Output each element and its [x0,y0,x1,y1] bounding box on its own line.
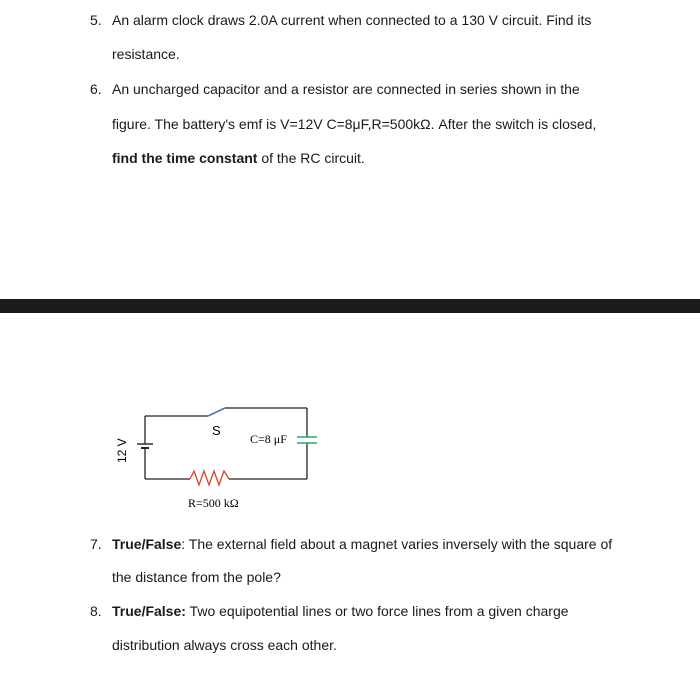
page-divider [0,299,700,313]
question-text-line: distribution always cross each other. [112,637,337,653]
capacitor-label: C=8 μF [250,432,287,446]
question-text-line [112,536,612,552]
plain-text: of the RC circuit. [257,150,365,166]
emphasis-text: find the time constant [112,150,258,166]
true-false-label: True/False [112,536,182,552]
question-number: 5. [90,12,102,28]
question-text-line [112,150,365,166]
switch-blade [208,408,225,416]
question-number: 6. [90,81,102,97]
rc-circuit-figure [110,395,340,515]
plain-text: Two equipotential lines or two force lines from a given charge [185,603,569,619]
question-number: 8. [90,603,102,619]
switch-label: S [212,423,221,438]
resistor-zigzag [190,471,229,485]
question-text-line: An uncharged capacitor and a resistor are connected in series shown in the [112,81,580,97]
question-number: 7. [90,536,102,552]
question-text-line: resistance. [112,46,180,62]
question-text-line: the distance from the pole? [112,569,281,585]
question-text-line: An alarm clock draws 2.0A current when connected to a 130 V circuit. Find its [112,12,592,28]
true-false-label: True/False: [112,603,186,619]
plain-text: : The external field about a magnet varies inversely with the square of [181,536,613,552]
question-text-line: figure. The battery's emf is V=12V C=8μF,R=500kΩ. After the switch is closed, [112,116,597,132]
question-text-line [112,603,569,619]
resistor-label: R=500 kΩ [188,496,239,510]
battery-label: 12 V [115,438,129,463]
